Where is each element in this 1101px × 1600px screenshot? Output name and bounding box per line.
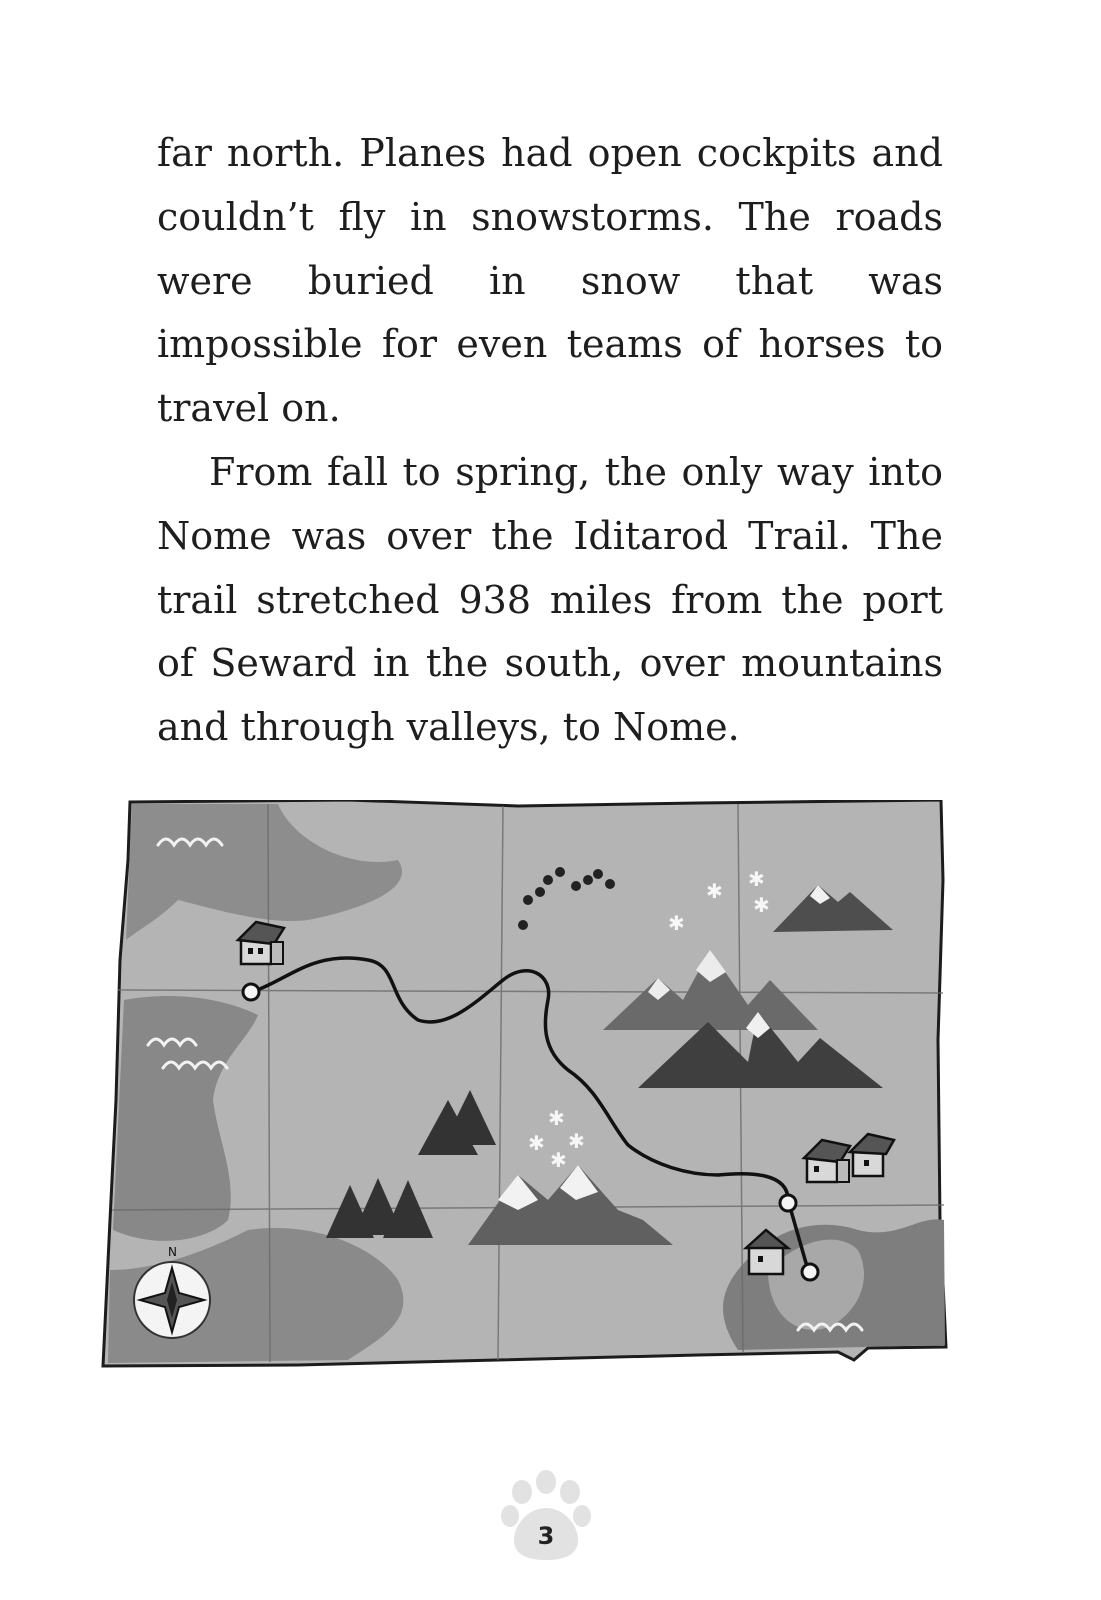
paw-icon	[498, 1470, 594, 1566]
town-marker	[780, 1195, 796, 1211]
svg-text:✱: ✱	[528, 1131, 545, 1155]
seward-marker	[802, 1264, 818, 1280]
page-number: 3	[537, 1522, 555, 1550]
svg-text:✱: ✱	[550, 1148, 567, 1172]
compass-north-label: N	[168, 1245, 177, 1259]
paragraph-1: far north. Planes had open cockpits and couldn’t fly in snowstorms. The roads were buried in snow that was impossible for even teams of horses to travel on.	[157, 131, 943, 431]
body-text	[157, 122, 943, 760]
paragraph-2: From fall to spring, the only way into Nome was over the Iditarod Trail. The trail stretched 938 miles from the port of Seward in the south, over mountains and through valleys, to Nome.	[157, 449, 943, 750]
svg-text:✱: ✱	[753, 893, 770, 917]
nome-marker	[243, 984, 259, 1000]
svg-text:✱: ✱	[706, 879, 723, 903]
page-number-badge	[498, 1470, 594, 1566]
svg-text:✱: ✱	[748, 867, 765, 891]
svg-text:✱: ✱	[548, 1106, 565, 1130]
svg-text:✱: ✱	[668, 911, 685, 935]
trail-map-illustration	[98, 800, 973, 1400]
svg-text:✱: ✱	[568, 1129, 585, 1153]
